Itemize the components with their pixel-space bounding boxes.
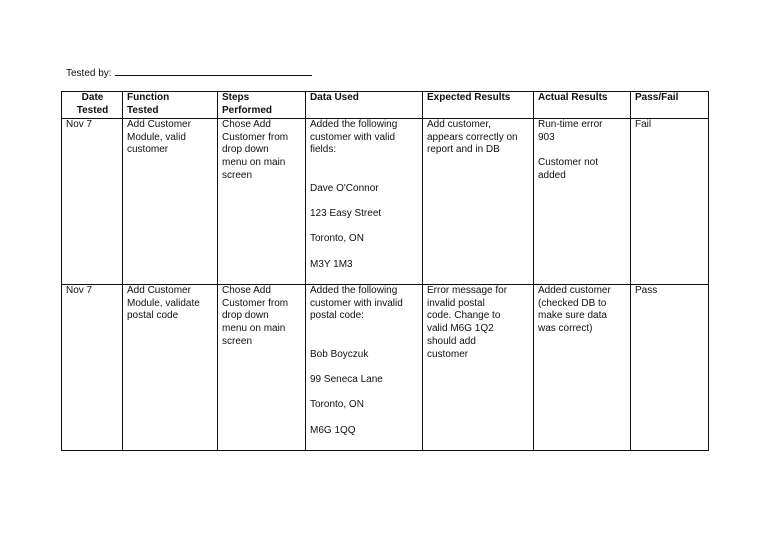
cell-actual: Added customer (checked DB to make sure data was correct) (534, 285, 631, 451)
tested-by-line (66, 66, 312, 80)
status-pass: Pass (635, 285, 658, 296)
cell-pass-fail (631, 285, 709, 451)
cell-function: Add Customer Module, validate postal code (123, 285, 218, 451)
cell-date: Nov 7 (62, 119, 123, 285)
cell-pass-fail (631, 119, 709, 285)
header-data-used: Data Used (306, 92, 423, 119)
header-actual-results: Actual Results (534, 92, 631, 119)
cell-function: Add Customer Module, valid customer (123, 119, 218, 285)
tested-by-blank (115, 66, 312, 76)
test-results-table (61, 91, 709, 451)
cell-steps: Chose Add Customer from drop down menu on main screen (218, 285, 306, 451)
header-expected-results: Expected Results (423, 92, 534, 119)
status-fail: Fail (635, 119, 652, 130)
tested-by-label: Tested by: (66, 68, 112, 79)
header-row (62, 92, 709, 119)
cell-steps: Chose Add Customer from drop down menu on main screen (218, 119, 306, 285)
header-steps-performed: Steps Performed (218, 92, 306, 119)
cell-expected: Add customer, appears correctly on report and in DB (423, 119, 534, 285)
cell-date: Nov 7 (62, 285, 123, 451)
cell-data-used: Added the following customer with valid fields: Dave O'Connor 123 Easy Street Toronto, ON M3Y 1M3 (306, 119, 423, 285)
cell-data-used: Added the following customer with invalid postal code: Bob Boyczuk 99 Seneca Lane Toronto, ON M6G 1QQ (306, 285, 423, 451)
cell-expected: Error message for invalid postal code. Change to valid M6G 1Q2 should add customer (423, 285, 534, 451)
header-pass-fail: Pass/Fail (631, 92, 709, 119)
header-date-tested: Date Tested (62, 92, 123, 119)
header-function-tested: Function Tested (123, 92, 218, 119)
table-row (62, 119, 709, 285)
table-row (62, 285, 709, 451)
cell-actual: Run-time error 903 Customer not added (534, 119, 631, 285)
